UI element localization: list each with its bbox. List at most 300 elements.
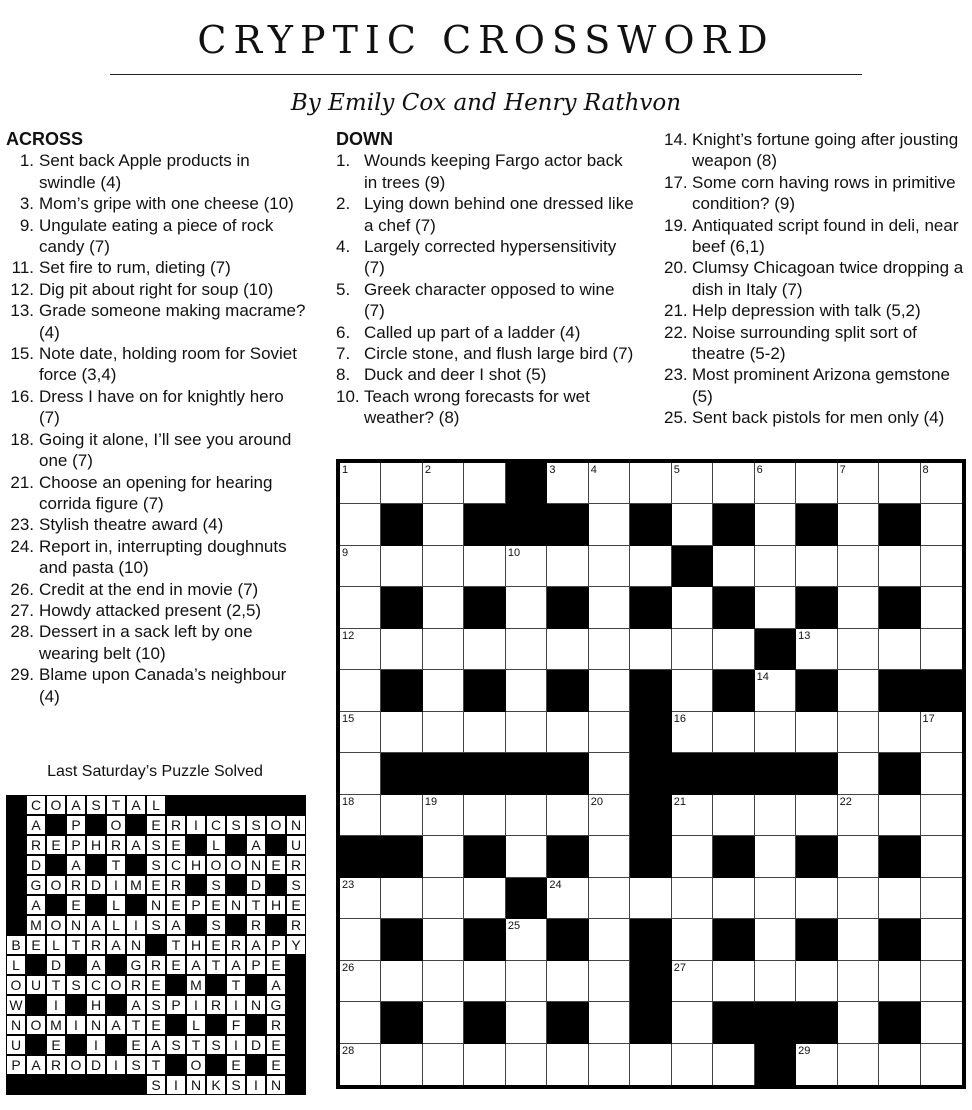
grid-cell[interactable] bbox=[464, 463, 505, 504]
grid-cell[interactable] bbox=[464, 961, 505, 1002]
grid-cell[interactable] bbox=[340, 878, 381, 919]
grid-cell[interactable] bbox=[838, 546, 879, 587]
grid-cell[interactable] bbox=[921, 1002, 962, 1043]
grid-cell[interactable] bbox=[672, 1002, 713, 1043]
grid-cell[interactable] bbox=[381, 878, 422, 919]
grid-cell[interactable] bbox=[340, 463, 381, 504]
grid-cell[interactable] bbox=[589, 961, 630, 1002]
solution-letter: I bbox=[186, 995, 206, 1015]
solution-letter: D bbox=[86, 1055, 106, 1075]
clue-item[interactable] bbox=[664, 129, 964, 172]
clue-item[interactable] bbox=[6, 514, 306, 535]
solution-letter: T bbox=[126, 1015, 146, 1035]
grid-cell[interactable] bbox=[506, 795, 547, 836]
solution-letter: N bbox=[246, 995, 266, 1015]
clue-item[interactable] bbox=[6, 472, 306, 515]
grid-cell-number: 3 bbox=[549, 464, 556, 476]
crossword-grid-cells bbox=[340, 463, 962, 1085]
solution-letter: A bbox=[106, 1015, 126, 1035]
clue-text: Mom’s gripe with one cheese (10) bbox=[39, 194, 294, 214]
solution-letter: M bbox=[46, 1015, 66, 1035]
grid-cell[interactable] bbox=[423, 919, 464, 960]
solution-letter: R bbox=[166, 815, 186, 835]
grid-cell[interactable] bbox=[340, 1002, 381, 1043]
grid-cell[interactable] bbox=[589, 878, 630, 919]
grid-cell[interactable] bbox=[838, 504, 879, 545]
solution-letter: I bbox=[226, 1035, 246, 1055]
grid-cell[interactable] bbox=[589, 1002, 630, 1043]
grid-cell[interactable] bbox=[381, 629, 422, 670]
solution-letter: E bbox=[146, 815, 166, 835]
grid-cell[interactable] bbox=[589, 712, 630, 753]
grid-cell[interactable] bbox=[755, 504, 796, 545]
solution-block bbox=[106, 1075, 126, 1095]
grid-cell[interactable] bbox=[340, 587, 381, 628]
clue-item[interactable] bbox=[6, 257, 306, 278]
grid-cell[interactable] bbox=[589, 504, 630, 545]
grid-cell-number: 18 bbox=[342, 795, 355, 808]
grid-cell[interactable] bbox=[589, 670, 630, 711]
clue-text: Antiquated script found in deli, near beef (6,1) bbox=[692, 215, 959, 257]
grid-cell[interactable] bbox=[589, 795, 630, 836]
solution-block bbox=[66, 1035, 86, 1055]
grid-cell[interactable] bbox=[464, 546, 505, 587]
solution-letter: R bbox=[146, 955, 166, 975]
grid-cell[interactable] bbox=[755, 670, 796, 711]
solution-block bbox=[126, 1075, 146, 1095]
grid-cell[interactable] bbox=[340, 546, 381, 587]
clue-item[interactable] bbox=[336, 150, 636, 193]
clue-item[interactable] bbox=[664, 407, 964, 428]
solution-letter: E bbox=[266, 955, 286, 975]
solution-block bbox=[46, 855, 66, 875]
grid-block bbox=[630, 504, 671, 545]
solution-letter: S bbox=[146, 1075, 166, 1095]
grid-cell[interactable] bbox=[755, 587, 796, 628]
grid-cell[interactable] bbox=[921, 795, 962, 836]
grid-cell[interactable] bbox=[381, 712, 422, 753]
grid-block bbox=[547, 1002, 588, 1043]
grid-cell[interactable] bbox=[340, 629, 381, 670]
grid-cell[interactable] bbox=[589, 836, 630, 877]
grid-cell[interactable] bbox=[755, 795, 796, 836]
grid-cell[interactable] bbox=[464, 629, 505, 670]
grid-block bbox=[796, 670, 837, 711]
grid-cell[interactable] bbox=[423, 629, 464, 670]
clue-number: 12. bbox=[10, 279, 34, 299]
grid-cell[interactable] bbox=[838, 463, 879, 504]
grid-cell[interactable] bbox=[879, 961, 920, 1002]
grid-cell[interactable] bbox=[464, 1044, 505, 1085]
solution-letter: I bbox=[246, 1075, 266, 1095]
grid-cell[interactable] bbox=[921, 463, 962, 504]
clue-item[interactable] bbox=[336, 236, 636, 279]
clue-item[interactable] bbox=[664, 172, 964, 215]
grid-cell[interactable] bbox=[381, 961, 422, 1002]
across-clue-list bbox=[6, 150, 306, 707]
grid-cell[interactable] bbox=[755, 836, 796, 877]
clue-item[interactable] bbox=[336, 279, 636, 322]
grid-cell[interactable] bbox=[879, 1044, 920, 1085]
grid-block bbox=[381, 836, 422, 877]
grid-cell[interactable] bbox=[921, 546, 962, 587]
clue-item[interactable] bbox=[6, 193, 306, 214]
grid-cell[interactable] bbox=[838, 878, 879, 919]
down-heading: DOWN bbox=[336, 129, 393, 149]
grid-cell[interactable] bbox=[713, 878, 754, 919]
clue-item[interactable] bbox=[664, 300, 964, 321]
grid-cell[interactable] bbox=[340, 795, 381, 836]
grid-cell[interactable] bbox=[340, 961, 381, 1002]
grid-block bbox=[796, 504, 837, 545]
clue-item[interactable] bbox=[6, 150, 306, 193]
grid-block bbox=[713, 1002, 754, 1043]
grid-cell[interactable] bbox=[755, 919, 796, 960]
grid-cell[interactable] bbox=[755, 961, 796, 1002]
grid-cell[interactable] bbox=[423, 546, 464, 587]
grid-cell[interactable] bbox=[423, 878, 464, 919]
grid-block bbox=[630, 1002, 671, 1043]
clue-number: 25. bbox=[664, 408, 688, 428]
grid-cell[interactable] bbox=[838, 712, 879, 753]
solution-letter: A bbox=[166, 915, 186, 935]
clue-item[interactable] bbox=[336, 322, 636, 343]
solution-letter: R bbox=[206, 995, 226, 1015]
grid-cell[interactable] bbox=[672, 795, 713, 836]
grid-block bbox=[547, 670, 588, 711]
solution-letter: C bbox=[26, 795, 46, 815]
solution-block bbox=[66, 1075, 86, 1095]
grid-cell[interactable] bbox=[423, 587, 464, 628]
grid-cell[interactable] bbox=[547, 463, 588, 504]
grid-cell[interactable] bbox=[921, 836, 962, 877]
grid-cell[interactable] bbox=[423, 463, 464, 504]
grid-cell[interactable] bbox=[506, 629, 547, 670]
grid-cell[interactable] bbox=[672, 463, 713, 504]
grid-cell[interactable] bbox=[340, 919, 381, 960]
grid-cell[interactable] bbox=[796, 463, 837, 504]
solution-block bbox=[6, 815, 26, 835]
grid-cell[interactable] bbox=[506, 919, 547, 960]
grid-cell[interactable] bbox=[755, 712, 796, 753]
grid-cell[interactable] bbox=[838, 919, 879, 960]
grid-cell[interactable] bbox=[589, 753, 630, 794]
clue-item[interactable] bbox=[6, 536, 306, 579]
grid-cell[interactable] bbox=[506, 546, 547, 587]
clue-text: Clumsy Chicagoan twice dropping a dish in Italy (7) bbox=[692, 258, 964, 299]
grid-cell[interactable] bbox=[423, 795, 464, 836]
grid-cell[interactable] bbox=[672, 1044, 713, 1085]
solution-letter: P bbox=[66, 835, 86, 855]
grid-cell[interactable] bbox=[630, 878, 671, 919]
grid-cell[interactable] bbox=[547, 961, 588, 1002]
grid-cell[interactable] bbox=[423, 961, 464, 1002]
grid-cell[interactable] bbox=[630, 463, 671, 504]
grid-cell[interactable] bbox=[423, 670, 464, 711]
grid-cell[interactable] bbox=[921, 878, 962, 919]
grid-cell[interactable] bbox=[506, 670, 547, 711]
grid-cell[interactable] bbox=[423, 504, 464, 545]
clue-item[interactable] bbox=[664, 322, 964, 365]
solution-letter: D bbox=[46, 955, 66, 975]
clue-text: Circle stone, and flush large bird (7) bbox=[364, 344, 634, 364]
grid-cell[interactable] bbox=[796, 546, 837, 587]
clue-text: Sent back Apple products in swindle (4) bbox=[39, 151, 250, 192]
grid-cell-number: 21 bbox=[673, 795, 686, 808]
grid-cell[interactable] bbox=[589, 629, 630, 670]
grid-cell[interactable] bbox=[506, 1002, 547, 1043]
clue-item[interactable] bbox=[336, 343, 636, 364]
solution-letter: C bbox=[166, 855, 186, 875]
clue-item[interactable] bbox=[6, 386, 306, 429]
grid-block bbox=[630, 795, 671, 836]
grid-cell-number: 20 bbox=[590, 795, 604, 808]
grid-cell-number: 26 bbox=[342, 961, 355, 974]
grid-block bbox=[630, 961, 671, 1002]
solution-letter: A bbox=[186, 955, 206, 975]
grid-cell[interactable] bbox=[340, 504, 381, 545]
solution-letter: I bbox=[126, 915, 146, 935]
clue-text: Howdy attacked present (2,5) bbox=[39, 600, 262, 620]
grid-cell-number: 5 bbox=[673, 464, 680, 476]
grid-cell[interactable] bbox=[921, 919, 962, 960]
clue-text: Dessert in a sack left by one wearing belt (10) bbox=[39, 622, 253, 663]
clue-item[interactable] bbox=[6, 343, 306, 386]
solution-block bbox=[206, 975, 226, 995]
grid-cell[interactable] bbox=[796, 878, 837, 919]
grid-cell[interactable] bbox=[796, 961, 837, 1002]
grid-cell[interactable] bbox=[713, 1044, 754, 1085]
grid-cell[interactable] bbox=[796, 712, 837, 753]
grid-cell[interactable] bbox=[921, 587, 962, 628]
grid-cell[interactable] bbox=[755, 546, 796, 587]
grid-cell[interactable] bbox=[506, 836, 547, 877]
grid-cell[interactable] bbox=[838, 753, 879, 794]
solution-letter: R bbox=[26, 835, 46, 855]
clue-item[interactable] bbox=[6, 215, 306, 258]
grid-cell-number: 27 bbox=[673, 961, 686, 974]
solution-block bbox=[6, 835, 26, 855]
solution-block bbox=[286, 1035, 306, 1055]
clue-item[interactable] bbox=[6, 579, 306, 600]
grid-cell[interactable] bbox=[921, 629, 962, 670]
solution-letter: S bbox=[206, 1035, 226, 1055]
grid-cell[interactable] bbox=[464, 795, 505, 836]
solution-block bbox=[46, 1075, 66, 1095]
grid-cell[interactable] bbox=[921, 504, 962, 545]
grid-cell[interactable] bbox=[589, 587, 630, 628]
grid-cell[interactable] bbox=[713, 795, 754, 836]
grid-cell[interactable] bbox=[547, 795, 588, 836]
grid-cell[interactable] bbox=[921, 753, 962, 794]
grid-cell[interactable] bbox=[713, 629, 754, 670]
grid-cell[interactable] bbox=[464, 878, 505, 919]
grid-cell[interactable] bbox=[381, 1044, 422, 1085]
clue-number: 1. bbox=[19, 151, 34, 171]
grid-cell[interactable] bbox=[589, 546, 630, 587]
grid-cell[interactable] bbox=[838, 629, 879, 670]
clue-number: 17. bbox=[664, 172, 688, 192]
grid-cell[interactable] bbox=[672, 836, 713, 877]
grid-block bbox=[879, 504, 920, 545]
clue-text: Grade someone making macrame? (4) bbox=[39, 301, 306, 342]
clue-item[interactable] bbox=[664, 215, 964, 258]
grid-cell[interactable] bbox=[921, 1044, 962, 1085]
grid-cell[interactable] bbox=[755, 878, 796, 919]
clue-item[interactable] bbox=[336, 364, 636, 385]
grid-cell[interactable] bbox=[381, 463, 422, 504]
grid-cell[interactable] bbox=[340, 670, 381, 711]
clue-item[interactable] bbox=[6, 300, 306, 343]
solution-letter: L bbox=[146, 795, 166, 815]
solution-letter: O bbox=[206, 855, 226, 875]
grid-cell[interactable] bbox=[506, 712, 547, 753]
clue-item[interactable] bbox=[336, 193, 636, 236]
clue-item[interactable] bbox=[6, 600, 306, 621]
solution-letter: H bbox=[186, 855, 206, 875]
grid-cell[interactable] bbox=[547, 878, 588, 919]
clue-item[interactable] bbox=[664, 364, 964, 407]
grid-cell[interactable] bbox=[672, 961, 713, 1002]
grid-cell[interactable] bbox=[838, 1002, 879, 1043]
clue-item[interactable] bbox=[6, 664, 306, 707]
grid-cell-number: 29 bbox=[798, 1044, 811, 1057]
grid-cell[interactable] bbox=[547, 1044, 588, 1085]
grid-cell[interactable] bbox=[464, 712, 505, 753]
grid-block bbox=[381, 919, 422, 960]
grid-cell[interactable] bbox=[630, 629, 671, 670]
grid-cell[interactable] bbox=[547, 546, 588, 587]
grid-cell[interactable] bbox=[672, 670, 713, 711]
grid-cell[interactable] bbox=[506, 1044, 547, 1085]
grid-cell[interactable] bbox=[340, 1044, 381, 1085]
grid-cell[interactable] bbox=[547, 629, 588, 670]
grid-cell[interactable] bbox=[630, 546, 671, 587]
solution-block bbox=[166, 975, 186, 995]
solution-letter: I bbox=[46, 995, 66, 1015]
clue-text: Some corn having rows in primitive condition? (9) bbox=[692, 172, 956, 214]
grid-cell[interactable] bbox=[672, 587, 713, 628]
grid-cell[interactable] bbox=[547, 712, 588, 753]
solution-letter: T bbox=[46, 975, 66, 995]
grid-cell[interactable] bbox=[796, 1044, 837, 1085]
grid-block bbox=[879, 1002, 920, 1043]
grid-cell[interactable] bbox=[340, 712, 381, 753]
grid-cell[interactable] bbox=[713, 546, 754, 587]
grid-cell[interactable] bbox=[879, 629, 920, 670]
grid-cell[interactable] bbox=[796, 629, 837, 670]
grid-cell[interactable] bbox=[879, 546, 920, 587]
grid-cell[interactable] bbox=[340, 753, 381, 794]
grid-cell[interactable] bbox=[879, 712, 920, 753]
grid-block bbox=[879, 836, 920, 877]
clue-text: Report in, interrupting doughnuts and pasta (10) bbox=[39, 536, 287, 578]
grid-cell[interactable] bbox=[879, 878, 920, 919]
solution-letter: L bbox=[46, 935, 66, 955]
grid-block bbox=[464, 919, 505, 960]
grid-cell[interactable] bbox=[838, 1044, 879, 1085]
solution-letter: A bbox=[146, 1035, 166, 1055]
grid-cell[interactable] bbox=[838, 795, 879, 836]
grid-cell[interactable] bbox=[672, 504, 713, 545]
clue-item[interactable] bbox=[336, 386, 636, 429]
grid-cell[interactable] bbox=[672, 919, 713, 960]
grid-cell[interactable] bbox=[921, 961, 962, 1002]
clue-item[interactable] bbox=[6, 429, 306, 472]
grid-cell[interactable] bbox=[838, 587, 879, 628]
grid-cell[interactable] bbox=[589, 1044, 630, 1085]
grid-cell[interactable] bbox=[423, 1044, 464, 1085]
grid-block bbox=[506, 504, 547, 545]
clue-number: 24. bbox=[10, 536, 34, 556]
grid-cell[interactable] bbox=[423, 1002, 464, 1043]
grid-cell[interactable] bbox=[796, 795, 837, 836]
grid-cell[interactable] bbox=[381, 546, 422, 587]
grid-cell[interactable] bbox=[423, 836, 464, 877]
grid-cell[interactable] bbox=[713, 961, 754, 1002]
grid-cell[interactable] bbox=[589, 919, 630, 960]
solution-letter: S bbox=[146, 995, 166, 1015]
grid-cell[interactable] bbox=[423, 712, 464, 753]
clue-text: Knight’s fortune going after jousting weapon (8) bbox=[692, 130, 959, 171]
solution-letter: E bbox=[146, 875, 166, 895]
clue-item[interactable] bbox=[6, 621, 306, 664]
grid-cell[interactable] bbox=[506, 587, 547, 628]
grid-cell[interactable] bbox=[713, 463, 754, 504]
solution-letter: A bbox=[266, 975, 286, 995]
grid-cell-number: 6 bbox=[756, 464, 763, 476]
solution-letter: A bbox=[86, 955, 106, 975]
solution-block bbox=[66, 955, 86, 975]
solution-letter: N bbox=[186, 1075, 206, 1095]
grid-cell[interactable] bbox=[879, 463, 920, 504]
solution-letter: E bbox=[166, 955, 186, 975]
grid-cell[interactable] bbox=[713, 712, 754, 753]
down-clue-list-1 bbox=[336, 150, 636, 428]
grid-cell[interactable] bbox=[506, 961, 547, 1002]
solution-letter: E bbox=[146, 1015, 166, 1035]
grid-cell[interactable] bbox=[589, 463, 630, 504]
grid-cell[interactable] bbox=[755, 463, 796, 504]
solution-letter: D bbox=[246, 875, 266, 895]
solution-letter: H bbox=[86, 835, 106, 855]
grid-cell[interactable] bbox=[672, 629, 713, 670]
grid-cell[interactable] bbox=[921, 712, 962, 753]
grid-cell[interactable] bbox=[630, 1044, 671, 1085]
grid-block bbox=[381, 504, 422, 545]
clue-item[interactable] bbox=[6, 279, 306, 300]
solution-block bbox=[166, 1015, 186, 1035]
grid-block bbox=[547, 753, 588, 794]
clue-number: 27. bbox=[10, 600, 34, 620]
solution-block bbox=[86, 1075, 106, 1095]
grid-cell[interactable] bbox=[838, 670, 879, 711]
grid-block bbox=[713, 836, 754, 877]
clue-item[interactable] bbox=[664, 257, 964, 300]
solution-letter: B bbox=[6, 935, 26, 955]
solution-letter: O bbox=[226, 855, 246, 875]
crossword-grid[interactable] bbox=[336, 459, 966, 1089]
grid-cell[interactable] bbox=[838, 836, 879, 877]
title-divider bbox=[110, 74, 862, 75]
grid-cell[interactable] bbox=[879, 795, 920, 836]
grid-cell[interactable] bbox=[672, 878, 713, 919]
grid-cell[interactable] bbox=[381, 795, 422, 836]
grid-cell[interactable] bbox=[838, 961, 879, 1002]
grid-cell[interactable] bbox=[672, 712, 713, 753]
solution-letter: A bbox=[246, 835, 266, 855]
solution-block bbox=[26, 1035, 46, 1055]
